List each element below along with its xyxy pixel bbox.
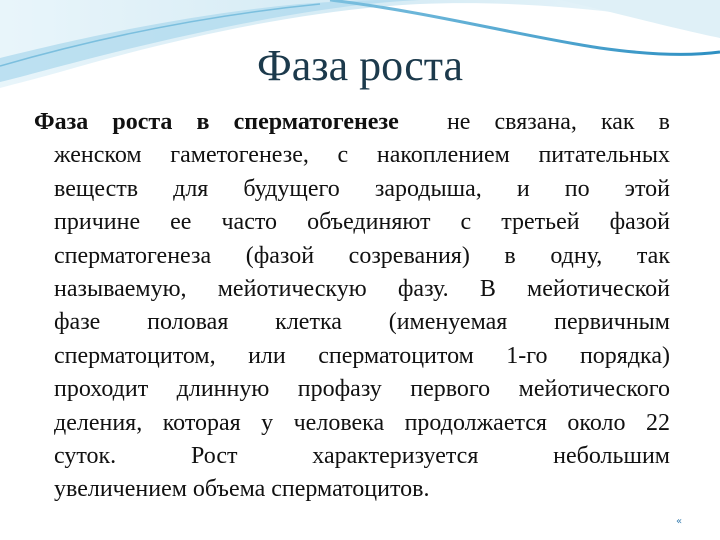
paragraph-line-5: сперматогенеза (фазой созревания) в одну, так [54, 242, 670, 269]
paragraph-line-7: фазе половая клетка (именуемая первичным [54, 309, 670, 336]
paragraph-line-2: женском гаметогенезе, с накоплением питательных [54, 142, 670, 169]
footer-mark: « [676, 516, 683, 527]
paragraph-line-12: увеличением объема сперматоцитов. [54, 476, 430, 503]
paragraph-line-4: причине ее часто объединяют с третьей фазой [54, 209, 670, 236]
paragraph-line-9: проходит длинную профазу первого мейотического [54, 376, 670, 403]
line-text: не связана, как в [446, 109, 670, 135]
slide-title: Фаза роста [256, 41, 464, 90]
lead-bold-phrase: Фаза роста в сперматогенезе [34, 109, 399, 135]
paragraph-line-1 [34, 106, 670, 139]
body-paragraph [34, 106, 670, 507]
paragraph-line-10: деления, которая у человека продолжается около 22 [54, 409, 670, 436]
paragraph-line-3: веществ для будущего зародыша, и по этой [54, 175, 670, 202]
paragraph-line-8: сперматоцитом, или сперматоцитом 1-го порядка) [54, 342, 670, 369]
paragraph-line-6: называемую, мейотическую фазу. В мейотической [54, 276, 670, 303]
paragraph-line-11: суток. Рост характеризуется небольшим [54, 443, 670, 470]
